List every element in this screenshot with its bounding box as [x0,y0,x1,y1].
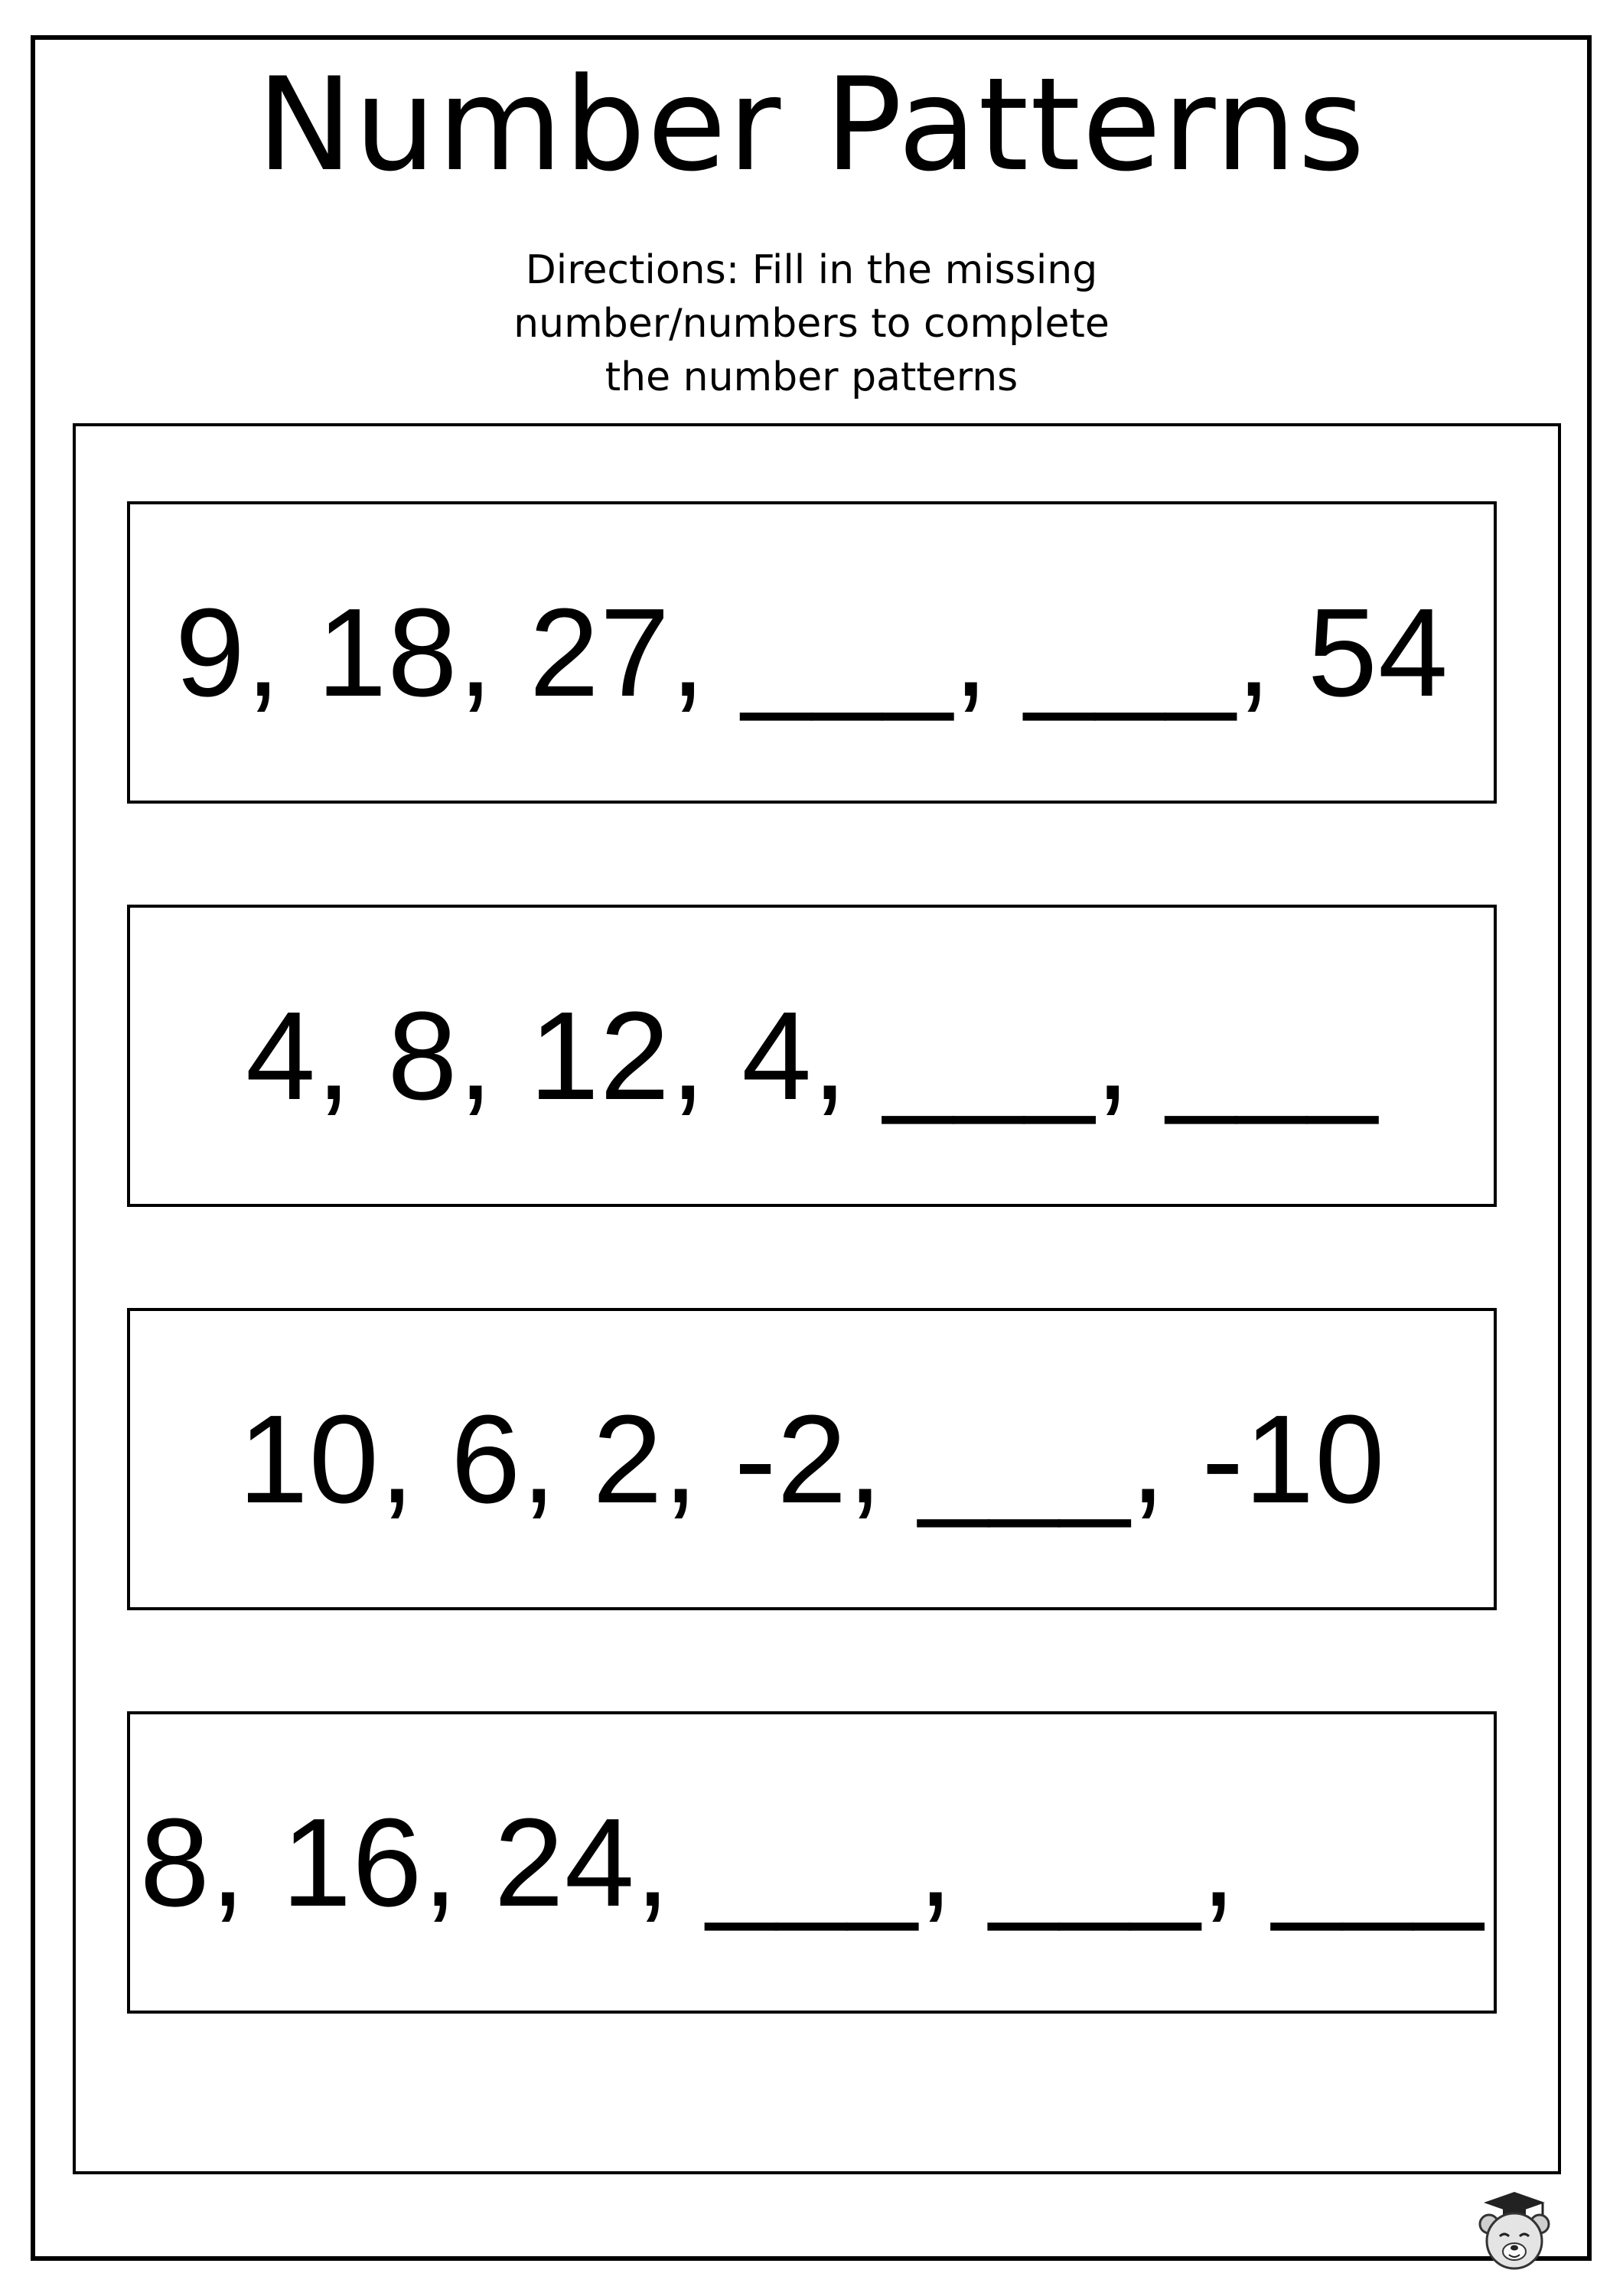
problem-text: 9, 18, 27, ___, ___, 54 [174,582,1449,722]
problem-box [127,905,1497,1207]
directions-line: the number patterns [605,354,1018,400]
problem-text: 10, 6, 2, -2, ___, -10 [238,1388,1386,1529]
problem-box [127,501,1497,804]
directions [0,243,1623,404]
directions-line: Directions: Fill in the missing [525,247,1098,293]
problem-text: 4, 8, 12, 4, ___, ___ [246,985,1378,1126]
graduate-bear-icon [1472,2189,1556,2273]
problem-box [127,1711,1497,2014]
problem-box [127,1308,1497,1610]
page-title: Number Patterns [256,50,1367,200]
directions-line: number/numbers to complete [513,301,1110,347]
problem-text: 8, 16, 24, ___, ___, ___ [139,1792,1484,1932]
